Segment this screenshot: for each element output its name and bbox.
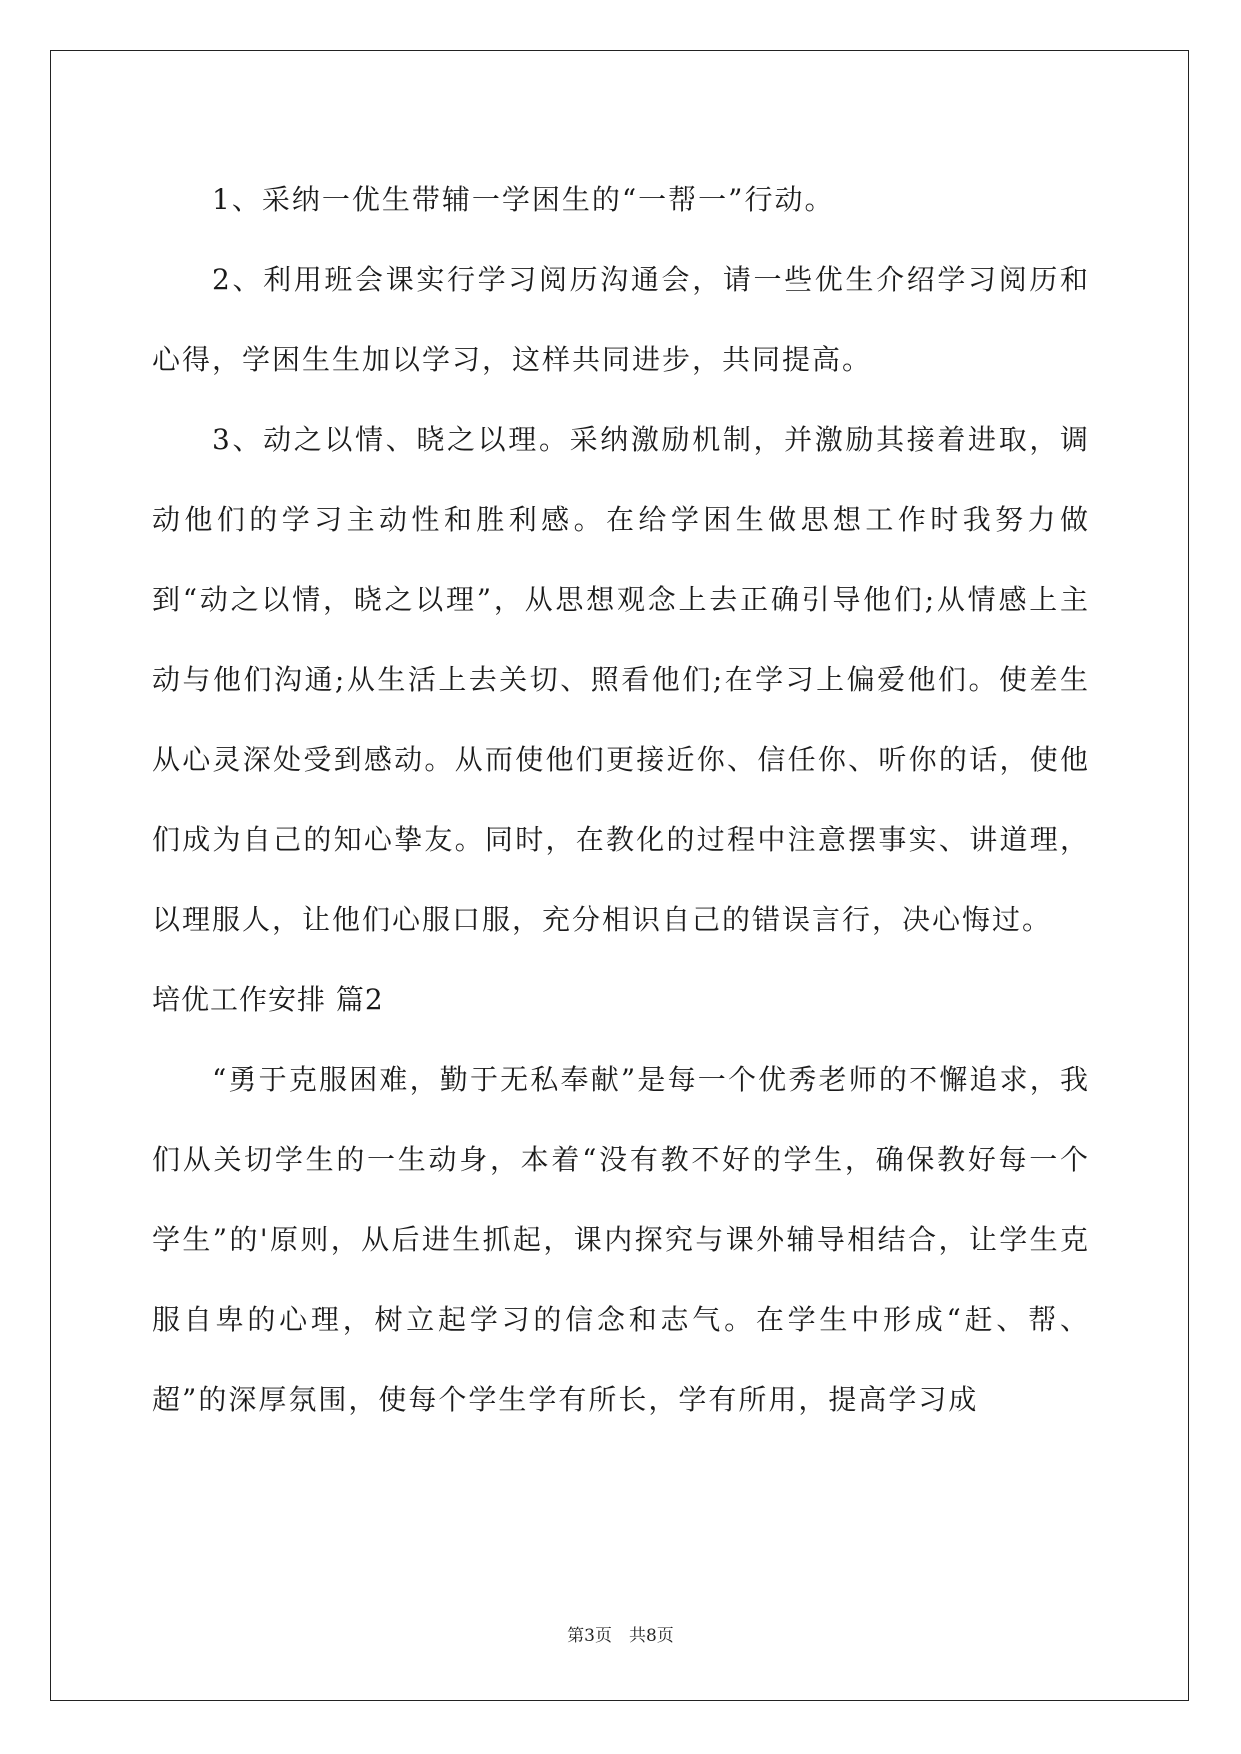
paragraph-2: 2、利用班会课实行学习阅历沟通会，请一些优生介绍学习阅历和心得，学困生生加以学习，这样共同进步，共同提高。 [152,263,1090,376]
document-body [152,160,1090,1440]
paragraph-4: “勇于克服困难，勤于无私奉献”是每一个优秀老师的不懈追求，我们从关切学生的一生动身，本着“没有教不好的学生，确保教好每一个学生”的'原则，从后进生抓起，课内探究与课外辅导相结合，让学生克服自卑的心理，树立起学习的信念和志气。在学生中形成“赶、帮、超”的深厚氛围，使每个学生学有所长，学有所用，提高学习成 [152,1063,1090,1416]
paragraph-1: 1、采纳一优生带辅一学困生的“一帮一”行动。 [212,183,835,216]
section-title: 培优工作安排 篇2 [152,983,384,1016]
page-number-footer: 第3页 共8页 [567,1626,674,1646]
paragraph-3: 3、动之以情、晓之以理。采纳激励机制，并激励其接着进取，调动他们的学习主动性和胜利感。在给学困生做思想工作时我努力做到“动之以情，晓之以理”，从思想观念上去正确引导他们;从情感上主动与他们沟通;从生活上去关切、照看他们;在学习上偏爱他们。使差生从心灵深处受到感动。从而使他们更接近你、信任你、听你的话，使他们成为自己的知心挚友。同时，在教化的过程中注意摆事实、讲道理，以理服人，让他们心服口服，充分相识自己的错误言行，决心悔过。 [152,423,1090,936]
